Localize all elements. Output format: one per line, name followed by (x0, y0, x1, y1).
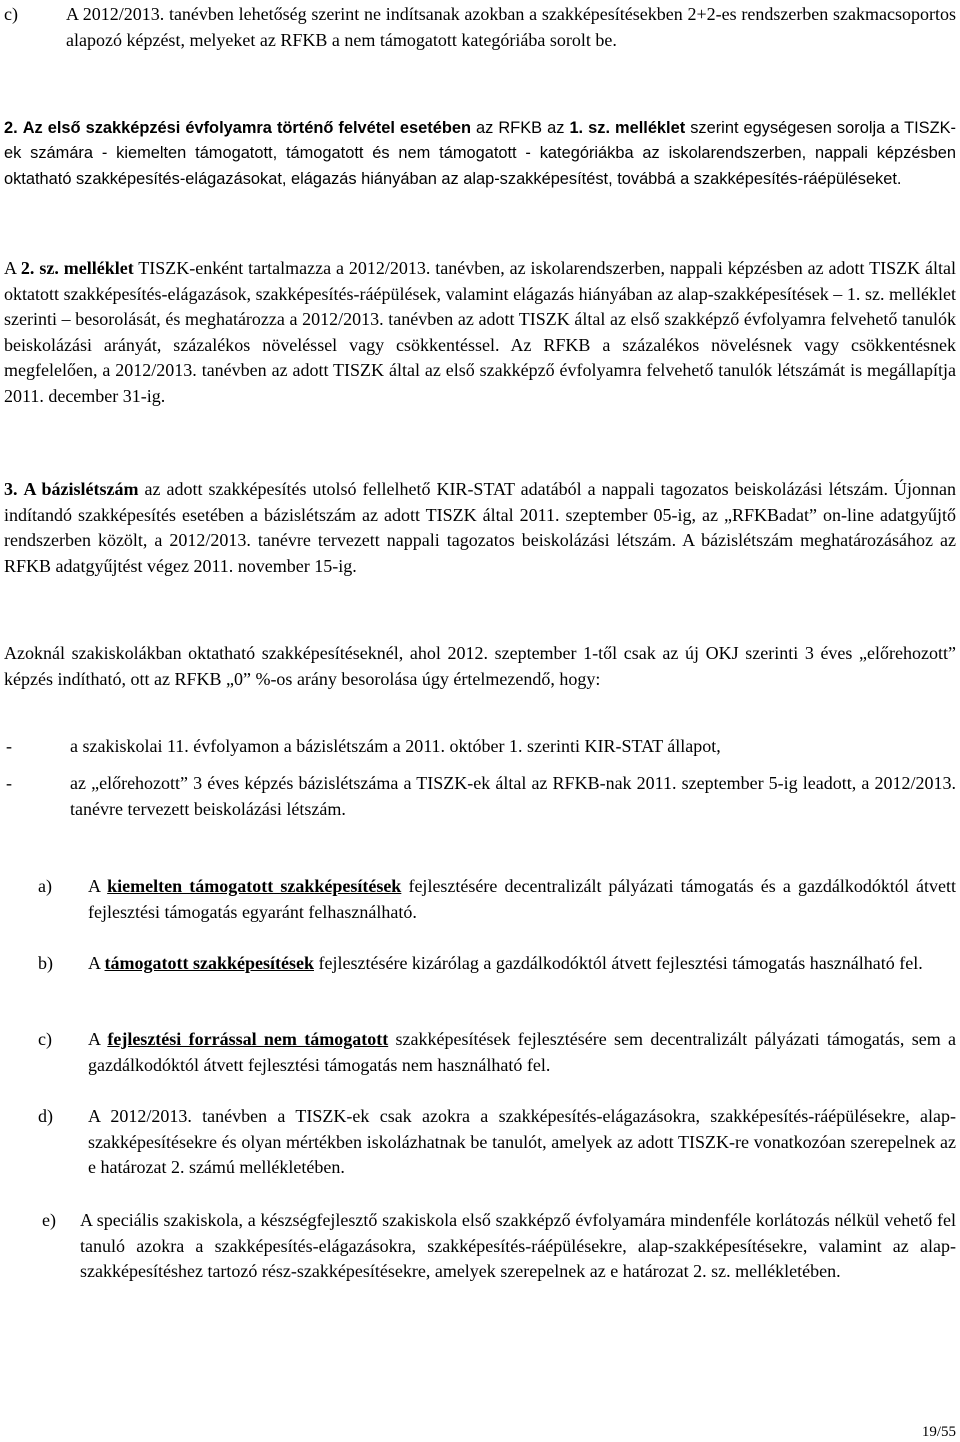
letter-item-lead: A (88, 876, 101, 896)
section-2-mid: az RFKB az (476, 119, 565, 137)
letter-item-emphasis: fejlesztési forrással nem támogatott (107, 1029, 389, 1049)
dash-item-text (70, 771, 956, 822)
top-item-c (4, 2, 956, 53)
section-3-body: az adott szakképesítés utolsó fellelhető KIR-STAT adatából a nappali tagozatos beiskolázási létszám. Újonnan indítandó szakképesítés esetében a bázislétszám az adott TISZK által 2011. szeptember 05-ig, az „RFKBadat” on-line adatgyűjtő rendszerben közölt, a 2012/2013. tanévre tervezett nappali tagozatos beiskolázási létszám. A bázislétszám meghatározásához az RFKB adatgyűjtést végez 2011. november 15-ig. (4, 479, 957, 576)
section-2 (4, 116, 956, 192)
section-2-body: szerint egységesen sorolja a TISZK-ek számára - kiemelten támogatott, támogatott és nem támogatott - kategóriákba az iskolarendszerben, nappali képzésben oktatható szakképesítés-elágazásokat, elágazás hiányában az alap-szakképesítést, továbbá a szakképesítés-ráépüléseket. (4, 119, 956, 188)
letter-item-body: szakképesítések fejlesztésére sem decentralizált pályázati támogatás, sem a gazdálkodóktól átvett fejlesztési támogatás nem használható fel. (88, 1029, 957, 1075)
page-number: 19/55 (921, 1424, 956, 1440)
section-3-number: 3. (4, 479, 18, 499)
letter-item-c (4, 1027, 956, 1078)
letter-item-b (4, 951, 956, 977)
letter-item-text (88, 874, 956, 925)
letter-item-e (4, 1208, 956, 1285)
letter-item-text (88, 1027, 956, 1078)
letter-item-label: d) (38, 1106, 53, 1126)
annex-2-body: TISZK-enként tartalmazza a 2012/2013. tanévben, az iskolarendszerben, nappali képzésben az adott TISZK által oktatott szakképesítés-elágazások, szakképesítés-ráépülések, valamint elágazás hiányában az alap-szakképesítések – 1. sz. melléklet szerinti – besorolását, és meghatározza a 2012/2013. tanévben az adott TISZK által az első szakképző évfolyamra felvehető tanulók beiskolázási arányát, százalékos növeléssel vagy csökkentéssel. Az RFKB a százalékos növelésnek vagy csökkentésnek megfelelően, a 2012/2013. tanévben az adott TISZK által az első szakképző évfolyamra felvehető tanulók létszámát is megállapítja 2011. december 31-ig. (4, 258, 956, 406)
top-item-label: c) (4, 4, 18, 24)
letter-item-lead: A (88, 953, 101, 973)
top-item-body: A 2012/2013. tanévben lehetőség szerint ne indítsanak azokban a szakképesítésekben 2+2-es rendszerben szakmacsoportos alapozó képzést, melyeket az RFKB a nem támogatott kategóriába sorolt be. (66, 4, 956, 50)
letter-item-a (4, 874, 956, 925)
section-3-heading: A bázislétszám (23, 479, 139, 499)
okj-paragraph: Azoknál szakiskolákban oktatható szakképesítéseknél, ahol 2012. szeptember 1-től csak az új OKJ szerinti 3 éves „előrehozott” képzés indítható, ott az RFKB „0” %-os arány besorolása úgy értelmezendő, hogy: (4, 643, 956, 689)
letter-item-text (88, 1104, 956, 1181)
dash-item-1-text: a szakiskolai 11. évfolyamon a bázislétszám a 2011. október 1. szerinti KIR-STAT állapot, (70, 736, 721, 756)
top-item-text (66, 2, 956, 53)
letter-item-text (80, 1208, 956, 1285)
annex-2-paragraph (4, 256, 956, 409)
letter-item-label: c) (38, 1029, 52, 1049)
letter-item-label: e) (42, 1210, 56, 1230)
letter-item-label: a) (38, 876, 52, 896)
dash-item-2 (4, 771, 956, 822)
letter-item-body: A 2012/2013. tanévben a TISZK-ek csak azokra a szakképesítés-elágazásokra, szakképesítés-ráépülésekre, alap-szakképesítésekre és olyan mértékben iskolázhatnak be tanulót, amelyek az adott TISZK-re vonatkozóan szerepelnek az e határozat 2. számú mellékletében. (88, 1106, 956, 1177)
annex-2-lead: A (4, 258, 17, 278)
annex-2-ref: 2. sz. melléklet (20, 258, 134, 278)
letter-item-emphasis: támogatott szakképesítések (104, 953, 314, 973)
letter-item-body: A speciális szakiskola, a készségfejlesztő szakiskola első szakképző évfolyamára mindenféle korlátozás nélkül vehető fel tanuló azokra a szakképesítés-elágazásokra, szakképesítés-ráépülésekre, alap-szakképesítésekre, valamint az alap-szakképesítéshez tartozó rész-szakképesítésekre, amelyek szerepelnek az e határozat 2. sz. mellékletében. (80, 1210, 956, 1281)
letter-item-emphasis: kiemelten támogatott szakképesítések (107, 876, 402, 896)
dash-item-1 (4, 734, 956, 760)
dash-item-2-text: az „előrehozott” 3 éves képzés bázislétszáma a TISZK-ek által az RFKB-nak 2011. szeptember 5-ig leadott, a 2012/2013. tanévre tervezett beiskolázási létszám. (70, 773, 956, 819)
dash-marker: - (6, 773, 12, 793)
letter-item-body: fejlesztésére kizárólag a gazdálkodóktól átvett fejlesztési támogatás használható fel. (318, 953, 923, 973)
dash-item-text (70, 734, 956, 760)
letter-item-text (88, 951, 956, 977)
section-2-heading: Az első szakképzési évfolyamra történő felvétel esetében (22, 119, 471, 137)
section-2-number: 2. (4, 119, 18, 137)
letter-item-lead: A (88, 1029, 101, 1049)
dash-marker: - (6, 736, 12, 756)
section-2-ref: 1. sz. melléklet (569, 119, 686, 137)
letter-item-d (4, 1104, 956, 1181)
letter-item-label: b) (38, 953, 53, 973)
section-3 (4, 477, 956, 579)
letter-item-body: fejlesztésére decentralizált pályázati támogatás és a gazdálkodóktól átvett fejlesztési támogatás egyaránt felhasználható. (88, 876, 957, 922)
